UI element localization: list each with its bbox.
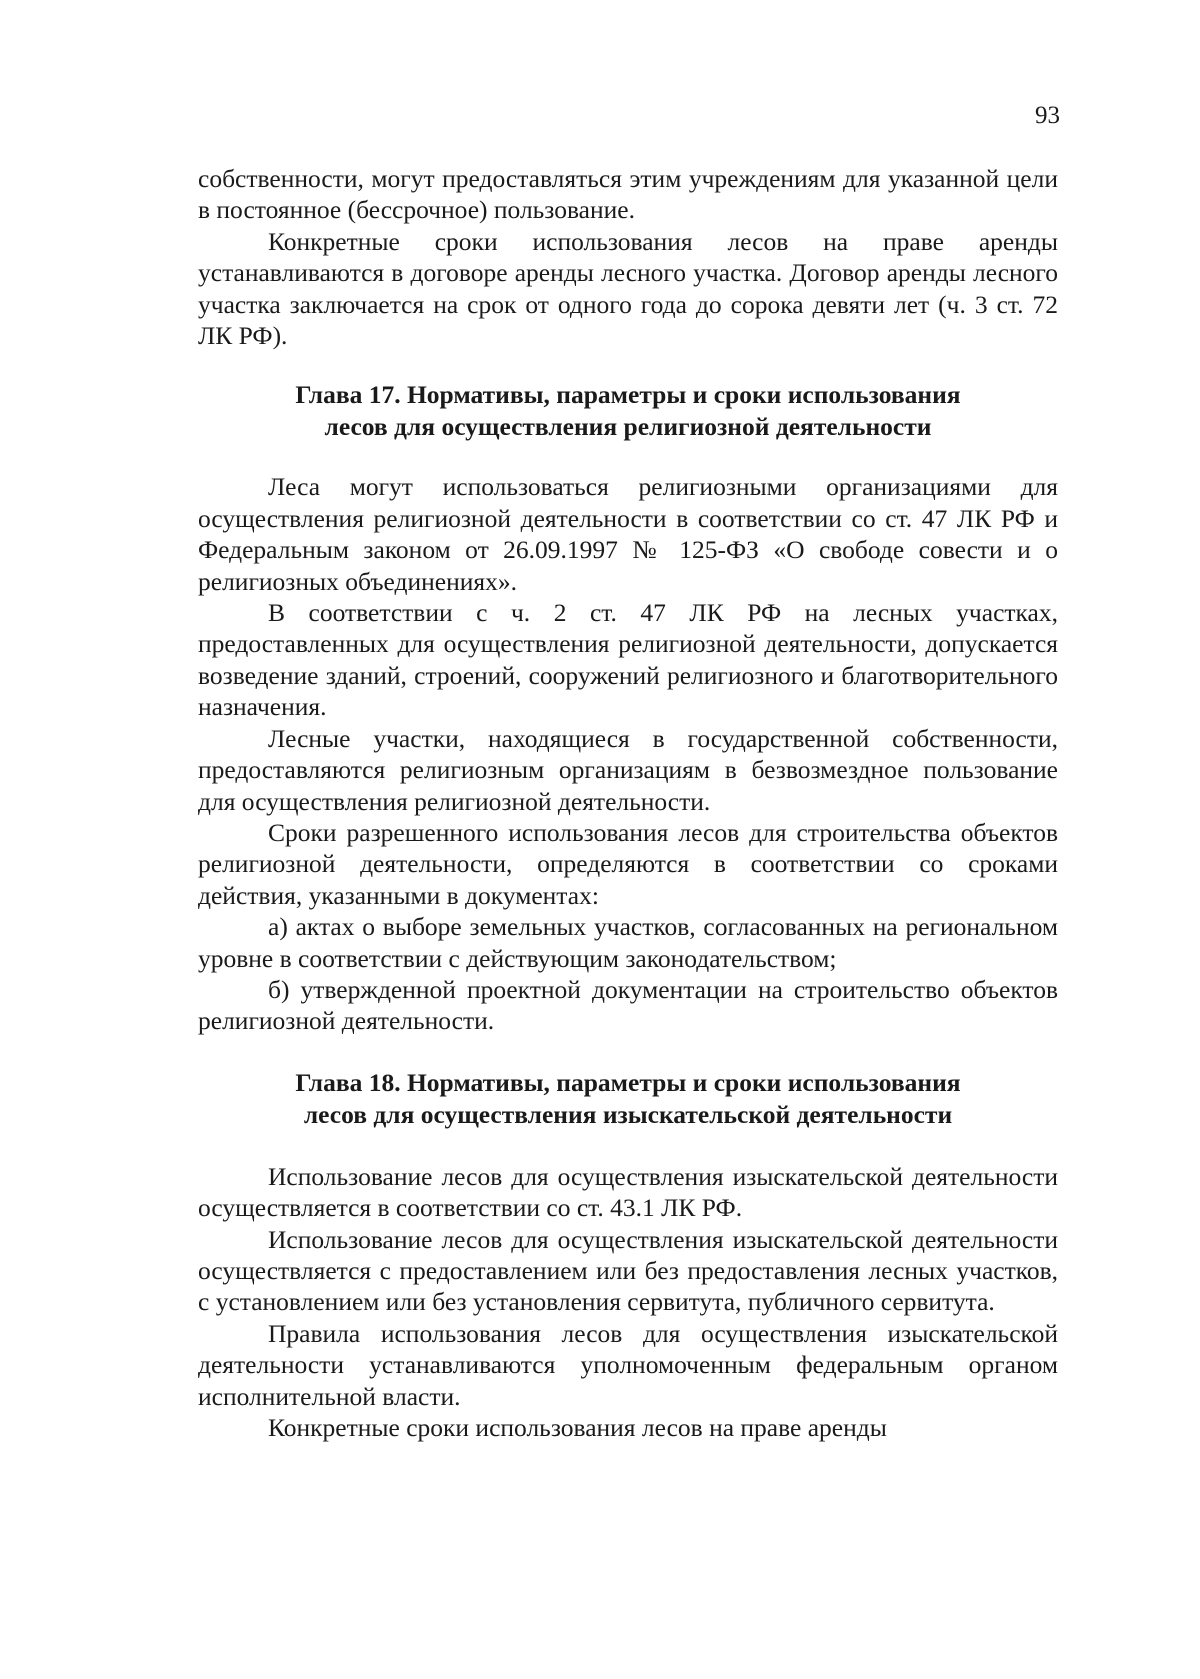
paragraph: Использование лесов для осуществления изыскательской деятельности осуществляется с предоставлением или без предоставления лесных участков, с установлением или без установления сервитута, публичного сервитута. — [198, 1224, 1058, 1317]
paragraph: Конкретные сроки использования лесов на праве аренды устанавливаются в договоре аренды лесного участка. Договор аренды лесного участка заключается на срок от одного года до сорока девяти лет (ч. 3 ст. 72 ЛК РФ). — [198, 226, 1058, 351]
page-number: 93 — [1035, 102, 1060, 129]
chapter-18-title-line-2: лесов для осуществления изыскательской деятельности — [303, 1099, 953, 1129]
list-item: а) актах о выборе земельных участков, согласованных на региональном уровне в соответствии с действующим законодательством; — [198, 912, 1058, 973]
chapter-18-heading — [198, 1067, 1058, 1131]
chapter-17-title-line-1: Глава 17. Нормативы, параметры и сроки использования — [295, 380, 961, 410]
paragraph: В соответствии с ч. 2 ст. 47 ЛК РФ на лесных участках, предоставленных для осуществления религиозной деятельности, допускается возведение зданий, строений, сооружений религиозного и благотворительного назначения. — [198, 598, 1058, 722]
chapter-17-heading — [198, 379, 1058, 443]
chapter-18-title-line-1: Глава 18. Нормативы, параметры и сроки использования — [295, 1067, 961, 1097]
paragraph: Леса могут использоваться религиозными организациями для осуществления религиозной деятельности в соответствии со ст. 47 ЛК РФ и Федеральным законом от 26.09.1997 № 125-ФЗ «О свободе совести и о религиозных объединениях». — [198, 472, 1058, 596]
paragraph: Правила использования лесов для осуществления изыскательской деятельности устанавливаются уполномоченным федеральным органом исполнительной власти. — [198, 1318, 1058, 1411]
document-body — [198, 163, 1058, 1443]
paragraph: собственности, могут предоставляться этим учреждениям для указанной цели в постоянное (бессрочное) пользование. — [198, 164, 1058, 225]
paragraph: Использование лесов для осуществления изыскательской деятельности осуществляется в соответствии со ст. 43.1 ЛК РФ. — [198, 1161, 1058, 1223]
paragraph: Сроки разрешенного использования лесов для строительства объектов религиозной деятельности, определяются в соответствии со сроками действия, указанными в документах: — [198, 817, 1058, 910]
list-item: б) утвержденной проектной документации на строительство объектов религиозной деятельности. — [198, 974, 1058, 1036]
paragraph: Конкретные сроки использования лесов на праве аренды — [268, 1413, 887, 1442]
chapter-17-title-line-2: лесов для осуществления религиозной деятельности — [324, 412, 932, 442]
paragraph: Лесные участки, находящиеся в государственной собственности, предоставляются религиозным организациям в безвозмездное пользование для осуществления религиозной деятельности. — [198, 723, 1058, 816]
